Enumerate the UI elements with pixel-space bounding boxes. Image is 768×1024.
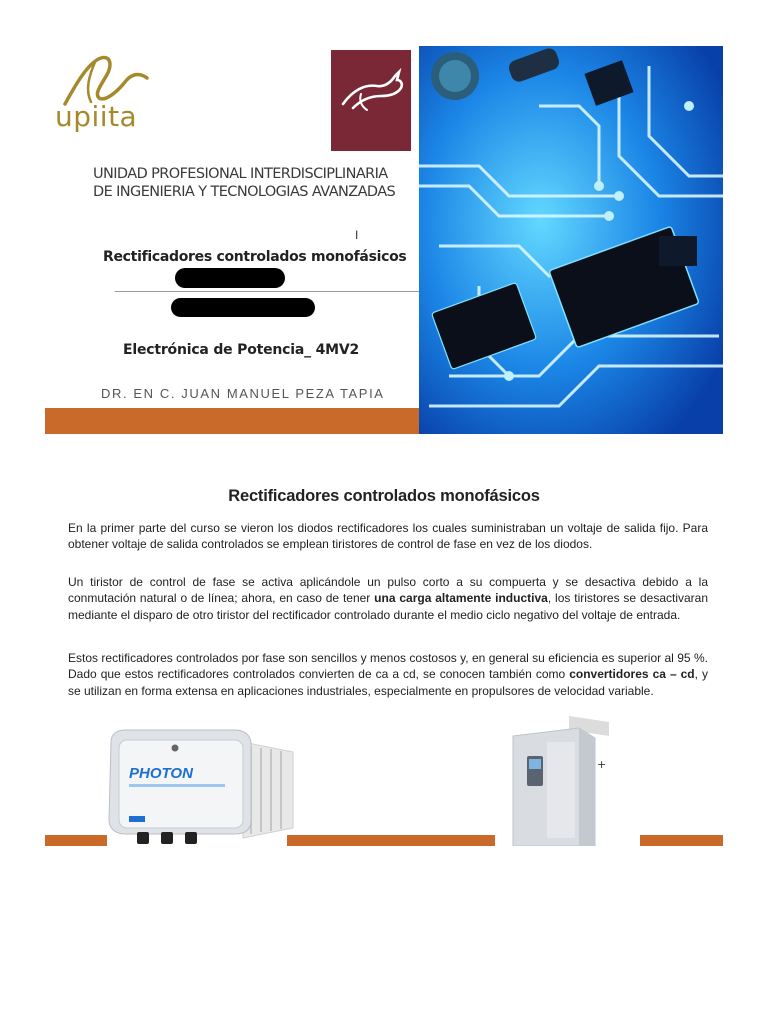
paragraph-3-bold: convertidores ca – cd — [569, 667, 695, 682]
paragraph-2-text-end: , los tiristores se desactivaran mediante el disparo de otro tiristor del rectificador controlado durante el medio ciclo negativo del voltaje de entrada. — [68, 591, 709, 622]
slide2-title: Rectificadores controlados monofásicos — [228, 487, 540, 505]
circuit-board-icon — [419, 46, 723, 434]
redaction-bar — [175, 268, 285, 288]
divider — [115, 291, 419, 292]
paragraph-2-text: Un tiristor de control de fase se activa aplicándole un pulso corto a su compuerta y se desactiva debido a la conmutación natural o de línea; ahora, en caso de tener — [68, 575, 708, 606]
paragraph-1: En la primer parte del curso se vieron los diodos rectificadores los cuales suministraban un voltaje de salida fijo. Para obtener voltaje de salida controlados se emplean tiristores de control de fase en vez de los diodos. — [68, 521, 708, 552]
institution-line-2: DE INGENIERIA Y TECNOLOGIAS AVANZADAS — [93, 184, 396, 200]
circuit-board-image — [419, 46, 723, 434]
paragraph-3-text-end: , y se utilizan en forma extensa en aplicaciones industriales, especialmente en propulsores de velocidad variable. — [68, 667, 709, 698]
footer-band — [45, 835, 107, 846]
redaction-bar — [171, 298, 315, 317]
svg-text:+: + — [597, 758, 607, 771]
title-panel — [45, 46, 419, 434]
institution-badge — [331, 50, 411, 151]
paragraph-2-bold: una carga altamente inductiva — [374, 591, 548, 606]
variable-speed-drive-image — [509, 716, 617, 846]
course-name: Electrónica de Potencia_ 4MV2 — [123, 342, 360, 358]
slide1-title: Rectificadores controlados monofásicos — [103, 249, 407, 265]
horse-emblem-icon — [331, 50, 411, 130]
title-slide — [45, 46, 723, 434]
product-brand-label: PHOTON — [129, 765, 193, 782]
content-slide — [45, 476, 723, 846]
footer-band — [45, 408, 419, 434]
paragraph-3-text: Estos rectificadores controlados por fase son sencillos y menos costosos y, en general su eficiencia es superior al 95 %. Dado que estos rectificadores controlados convierten de ca a cd, se conocen también como — [68, 651, 708, 682]
author-name: DR. EN C. JUAN MANUEL PEZA TAPIA — [101, 386, 385, 401]
photon-controller-image — [103, 728, 297, 846]
text-cursor-icon: I — [355, 228, 359, 242]
institution-line-1: UNIDAD PROFESIONAL INTERDISCIPLINARIA — [93, 166, 388, 182]
footer-band — [640, 835, 723, 846]
logo-text: upiita — [55, 100, 138, 133]
paragraph-3 — [68, 650, 708, 699]
paragraph-2 — [68, 574, 708, 623]
footer-band — [287, 835, 495, 846]
